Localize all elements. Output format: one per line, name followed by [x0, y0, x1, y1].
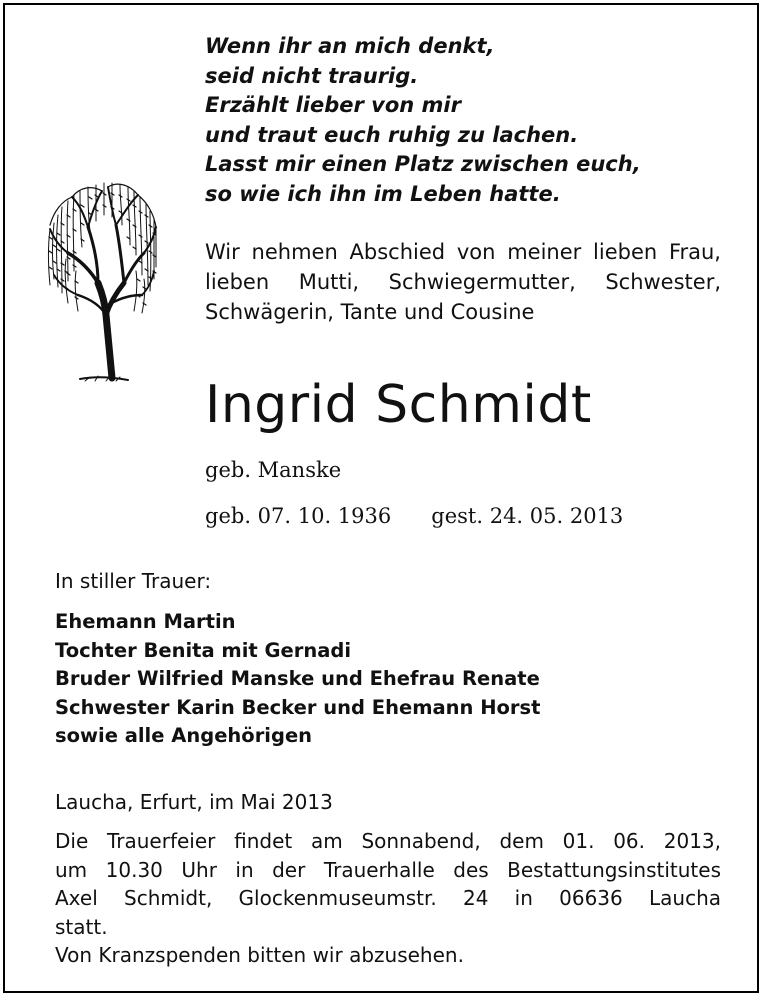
- service-line: Axel Schmidt, Glockenmuseumstr. 24 in 06636 Laucha: [55, 886, 721, 910]
- life-dates: [205, 501, 623, 531]
- maiden-name: geb. Manske: [205, 458, 342, 482]
- farewell-intro: Wir nehmen Abschied von meiner lieben Frau, lieben Mutti, Schwiegermutter, Schwester, Schwägerin, Tante und Cousine: [205, 240, 721, 324]
- relative-item: Schwester Karin Becker und Ehemann Horst: [55, 695, 541, 719]
- relatives-list: [55, 608, 540, 751]
- poem-line: Erzählt lieber von mir: [205, 93, 461, 117]
- death-date: gest. 24. 05. 2013: [431, 504, 624, 528]
- obituary-frame: [3, 3, 759, 993]
- place-date: Laucha, Erfurt, im Mai 2013: [55, 790, 333, 814]
- mourning-label: In stiller Trauer:: [55, 569, 212, 593]
- poem-line: Lasst mir einen Platz zwischen euch,: [205, 152, 641, 176]
- poem-line: so wie ich ihn im Leben hatte.: [205, 181, 561, 206]
- weeping-willow-tree-icon: [40, 175, 160, 385]
- relative-item: Ehemann Martin: [55, 610, 236, 633]
- poem: [205, 32, 641, 209]
- service-line: Die Trauerfeier findet am Sonnabend, dem 01. 06. 2013,: [55, 829, 721, 853]
- poem-line: und traut euch ruhig zu lachen.: [205, 122, 579, 147]
- relative-item: Tochter Benita mit Gernadi: [55, 638, 352, 662]
- service-line: statt.: [55, 914, 108, 939]
- poem-line: seid nicht traurig.: [205, 63, 419, 88]
- funeral-service-info: [55, 827, 721, 970]
- relative-item: sowie alle Angehörigen: [55, 724, 313, 747]
- poem-line: Wenn ihr an mich denkt,: [205, 34, 495, 58]
- service-line: Von Kranzspenden bitten wir abzusehen.: [55, 943, 464, 967]
- birth-date: geb. 07. 10. 1936: [205, 504, 392, 528]
- service-line: um 10.30 Uhr in der Trauerhalle des Bestattungsinstitutes: [55, 857, 721, 882]
- deceased-name: Ingrid Schmidt: [205, 375, 592, 435]
- relative-item: Bruder Wilfried Manske und Ehefrau Renate: [55, 667, 540, 690]
